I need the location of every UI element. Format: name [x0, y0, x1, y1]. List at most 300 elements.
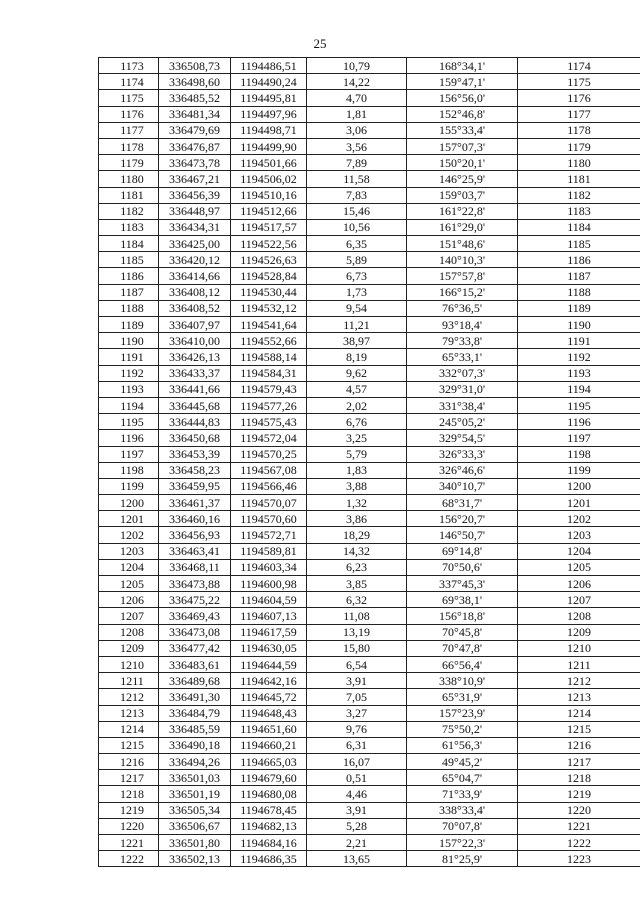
next-point-number-cell: 1189: [518, 300, 640, 316]
x-coordinate-cell: 336467,21: [159, 171, 231, 187]
next-point-number-cell: 1203: [518, 527, 640, 543]
next-point-number-cell: 1215: [518, 721, 640, 737]
point-number-cell: 1198: [99, 462, 159, 478]
bearing-cell: 65°33,1': [407, 349, 518, 365]
bearing-cell: 155°33,4': [407, 122, 518, 138]
coordinates-table-body: [99, 58, 640, 867]
y-coordinate-cell: 1194490,24: [231, 74, 307, 90]
distance-cell: 6,76: [307, 414, 407, 430]
distance-cell: 8,19: [307, 349, 407, 365]
next-point-number-cell: 1207: [518, 592, 640, 608]
x-coordinate-cell: 336506,67: [159, 818, 231, 834]
x-coordinate-cell: 336485,59: [159, 721, 231, 737]
table-row: [99, 300, 640, 316]
bearing-cell: 66°56,4': [407, 656, 518, 672]
point-number-cell: 1202: [99, 527, 159, 543]
y-coordinate-cell: 1194603,34: [231, 559, 307, 575]
table-row: [99, 397, 640, 413]
y-coordinate-cell: 1194617,59: [231, 624, 307, 640]
next-point-number-cell: 1187: [518, 268, 640, 284]
distance-cell: 3,86: [307, 511, 407, 527]
bearing-cell: 49°45,2': [407, 754, 518, 770]
y-coordinate-cell: 1194607,13: [231, 608, 307, 624]
table-row: [99, 721, 640, 737]
bearing-cell: 69°14,8': [407, 543, 518, 559]
distance-cell: 6,54: [307, 656, 407, 672]
point-number-cell: 1191: [99, 349, 159, 365]
next-point-number-cell: 1180: [518, 155, 640, 171]
point-number-cell: 1188: [99, 300, 159, 316]
x-coordinate-cell: 336502,13: [159, 851, 231, 867]
table-row: [99, 462, 640, 478]
x-coordinate-cell: 336448,97: [159, 203, 231, 219]
table-row: [99, 317, 640, 333]
table-row: [99, 252, 640, 268]
x-coordinate-cell: 336408,12: [159, 284, 231, 300]
y-coordinate-cell: 1194522,56: [231, 236, 307, 252]
distance-cell: 3,85: [307, 576, 407, 592]
distance-cell: 3,91: [307, 673, 407, 689]
table-row: [99, 608, 640, 624]
bearing-cell: 157°22,3': [407, 835, 518, 851]
y-coordinate-cell: 1194604,59: [231, 592, 307, 608]
next-point-number-cell: 1193: [518, 365, 640, 381]
bearing-cell: 75°50,2': [407, 721, 518, 737]
distance-cell: 11,21: [307, 317, 407, 333]
distance-cell: 3,91: [307, 802, 407, 818]
next-point-number-cell: 1178: [518, 122, 640, 138]
x-coordinate-cell: 336498,60: [159, 74, 231, 90]
table-row: [99, 754, 640, 770]
x-coordinate-cell: 336445,68: [159, 397, 231, 413]
x-coordinate-cell: 336494,26: [159, 754, 231, 770]
distance-cell: 3,25: [307, 430, 407, 446]
next-point-number-cell: 1211: [518, 656, 640, 672]
point-number-cell: 1177: [99, 122, 159, 138]
point-number-cell: 1206: [99, 592, 159, 608]
x-coordinate-cell: 336473,88: [159, 576, 231, 592]
next-point-number-cell: 1210: [518, 640, 640, 656]
point-number-cell: 1197: [99, 446, 159, 462]
bearing-cell: 156°56,0': [407, 90, 518, 106]
table-row: [99, 770, 640, 786]
table-row: [99, 430, 640, 446]
x-coordinate-cell: 336489,68: [159, 673, 231, 689]
table-row: [99, 122, 640, 138]
next-point-number-cell: 1181: [518, 171, 640, 187]
next-point-number-cell: 1218: [518, 770, 640, 786]
x-coordinate-cell: 336420,12: [159, 252, 231, 268]
point-number-cell: 1182: [99, 203, 159, 219]
x-coordinate-cell: 336410,00: [159, 333, 231, 349]
bearing-cell: 329°54,5': [407, 430, 518, 446]
x-coordinate-cell: 336425,00: [159, 236, 231, 252]
distance-cell: 5,89: [307, 252, 407, 268]
bearing-cell: 156°20,7': [407, 511, 518, 527]
y-coordinate-cell: 1194577,26: [231, 397, 307, 413]
next-point-number-cell: 1197: [518, 430, 640, 446]
bearing-cell: 61°56,3': [407, 737, 518, 753]
point-number-cell: 1208: [99, 624, 159, 640]
y-coordinate-cell: 1194680,08: [231, 786, 307, 802]
next-point-number-cell: 1194: [518, 381, 640, 397]
table-row: [99, 656, 640, 672]
point-number-cell: 1174: [99, 74, 159, 90]
x-coordinate-cell: 336444,83: [159, 414, 231, 430]
bearing-cell: 326°46,6': [407, 462, 518, 478]
next-point-number-cell: 1209: [518, 624, 640, 640]
x-coordinate-cell: 336501,03: [159, 770, 231, 786]
next-point-number-cell: 1175: [518, 74, 640, 90]
x-coordinate-cell: 336476,87: [159, 138, 231, 154]
table-row: [99, 58, 640, 74]
next-point-number-cell: 1202: [518, 511, 640, 527]
y-coordinate-cell: 1194510,16: [231, 187, 307, 203]
table-row: [99, 818, 640, 834]
point-number-cell: 1218: [99, 786, 159, 802]
y-coordinate-cell: 1194660,21: [231, 737, 307, 753]
y-coordinate-cell: 1194589,81: [231, 543, 307, 559]
next-point-number-cell: 1214: [518, 705, 640, 721]
next-point-number-cell: 1188: [518, 284, 640, 300]
point-number-cell: 1183: [99, 219, 159, 235]
x-coordinate-cell: 336456,39: [159, 187, 231, 203]
distance-cell: 14,22: [307, 74, 407, 90]
next-point-number-cell: 1182: [518, 187, 640, 203]
distance-cell: 1,83: [307, 462, 407, 478]
table-row: [99, 349, 640, 365]
distance-cell: 9,62: [307, 365, 407, 381]
y-coordinate-cell: 1194584,31: [231, 365, 307, 381]
bearing-cell: 71°33,9': [407, 786, 518, 802]
distance-cell: 4,70: [307, 90, 407, 106]
x-coordinate-cell: 336505,34: [159, 802, 231, 818]
point-number-cell: 1176: [99, 106, 159, 122]
bearing-cell: 93°18,4': [407, 317, 518, 333]
distance-cell: 3,56: [307, 138, 407, 154]
point-number-cell: 1181: [99, 187, 159, 203]
point-number-cell: 1215: [99, 737, 159, 753]
y-coordinate-cell: 1194570,25: [231, 446, 307, 462]
next-point-number-cell: 1212: [518, 673, 640, 689]
distance-cell: 14,32: [307, 543, 407, 559]
bearing-cell: 161°22,8': [407, 203, 518, 219]
point-number-cell: 1204: [99, 559, 159, 575]
bearing-cell: 338°10,9': [407, 673, 518, 689]
y-coordinate-cell: 1194651,60: [231, 721, 307, 737]
x-coordinate-cell: 336469,43: [159, 608, 231, 624]
bearing-cell: 166°15,2': [407, 284, 518, 300]
y-coordinate-cell: 1194498,71: [231, 122, 307, 138]
next-point-number-cell: 1185: [518, 236, 640, 252]
y-coordinate-cell: 1194497,96: [231, 106, 307, 122]
point-number-cell: 1219: [99, 802, 159, 818]
table-row: [99, 559, 640, 575]
table-row: [99, 689, 640, 705]
distance-cell: 4,46: [307, 786, 407, 802]
y-coordinate-cell: 1194600,98: [231, 576, 307, 592]
x-coordinate-cell: 336481,34: [159, 106, 231, 122]
point-number-cell: 1212: [99, 689, 159, 705]
table-row: [99, 74, 640, 90]
bearing-cell: 140°10,3': [407, 252, 518, 268]
bearing-cell: 70°07,8': [407, 818, 518, 834]
bearing-cell: 69°38,1': [407, 592, 518, 608]
distance-cell: 11,58: [307, 171, 407, 187]
distance-cell: 6,32: [307, 592, 407, 608]
table-row: [99, 624, 640, 640]
next-point-number-cell: 1213: [518, 689, 640, 705]
next-point-number-cell: 1198: [518, 446, 640, 462]
next-point-number-cell: 1222: [518, 835, 640, 851]
distance-cell: 10,56: [307, 219, 407, 235]
x-coordinate-cell: 336461,37: [159, 495, 231, 511]
distance-cell: 4,57: [307, 381, 407, 397]
next-point-number-cell: 1208: [518, 608, 640, 624]
point-number-cell: 1186: [99, 268, 159, 284]
point-number-cell: 1178: [99, 138, 159, 154]
y-coordinate-cell: 1194570,60: [231, 511, 307, 527]
y-coordinate-cell: 1194665,03: [231, 754, 307, 770]
table-row: [99, 673, 640, 689]
y-coordinate-cell: 1194501,66: [231, 155, 307, 171]
table-row: [99, 203, 640, 219]
y-coordinate-cell: 1194630,05: [231, 640, 307, 656]
point-number-cell: 1187: [99, 284, 159, 300]
point-number-cell: 1216: [99, 754, 159, 770]
next-point-number-cell: 1219: [518, 786, 640, 802]
distance-cell: 3,27: [307, 705, 407, 721]
distance-cell: 2,02: [307, 397, 407, 413]
y-coordinate-cell: 1194541,64: [231, 317, 307, 333]
bearing-cell: 81°25,9': [407, 851, 518, 867]
bearing-cell: 161°29,0': [407, 219, 518, 235]
point-number-cell: 1195: [99, 414, 159, 430]
table-row: [99, 171, 640, 187]
y-coordinate-cell: 1194517,57: [231, 219, 307, 235]
next-point-number-cell: 1184: [518, 219, 640, 235]
point-number-cell: 1203: [99, 543, 159, 559]
bearing-cell: 70°45,8': [407, 624, 518, 640]
next-point-number-cell: 1200: [518, 478, 640, 494]
bearing-cell: 340°10,7': [407, 478, 518, 494]
bearing-cell: 331°38,4': [407, 397, 518, 413]
bearing-cell: 245°05,2': [407, 414, 518, 430]
x-coordinate-cell: 336408,52: [159, 300, 231, 316]
table-row: [99, 851, 640, 867]
x-coordinate-cell: 336463,41: [159, 543, 231, 559]
bearing-cell: 146°25,9': [407, 171, 518, 187]
x-coordinate-cell: 336508,73: [159, 58, 231, 74]
distance-cell: 0,51: [307, 770, 407, 786]
next-point-number-cell: 1179: [518, 138, 640, 154]
x-coordinate-cell: 336473,78: [159, 155, 231, 171]
next-point-number-cell: 1221: [518, 818, 640, 834]
x-coordinate-cell: 336434,31: [159, 219, 231, 235]
x-coordinate-cell: 336426,13: [159, 349, 231, 365]
x-coordinate-cell: 336484,79: [159, 705, 231, 721]
table-row: [99, 835, 640, 851]
x-coordinate-cell: 336433,37: [159, 365, 231, 381]
bearing-cell: 157°57,8': [407, 268, 518, 284]
point-number-cell: 1196: [99, 430, 159, 446]
x-coordinate-cell: 336453,39: [159, 446, 231, 462]
point-number-cell: 1190: [99, 333, 159, 349]
table-row: [99, 446, 640, 462]
point-number-cell: 1185: [99, 252, 159, 268]
x-coordinate-cell: 336483,61: [159, 656, 231, 672]
next-point-number-cell: 1220: [518, 802, 640, 818]
y-coordinate-cell: 1194572,71: [231, 527, 307, 543]
table-row: [99, 576, 640, 592]
next-point-number-cell: 1217: [518, 754, 640, 770]
next-point-number-cell: 1195: [518, 397, 640, 413]
x-coordinate-cell: 336407,97: [159, 317, 231, 333]
table-row: [99, 543, 640, 559]
distance-cell: 11,08: [307, 608, 407, 624]
x-coordinate-cell: 336456,93: [159, 527, 231, 543]
x-coordinate-cell: 336460,16: [159, 511, 231, 527]
y-coordinate-cell: 1194679,60: [231, 770, 307, 786]
next-point-number-cell: 1183: [518, 203, 640, 219]
bearing-cell: 146°50,7': [407, 527, 518, 543]
next-point-number-cell: 1199: [518, 462, 640, 478]
x-coordinate-cell: 336458,23: [159, 462, 231, 478]
next-point-number-cell: 1205: [518, 559, 640, 575]
bearing-cell: 159°03,7': [407, 187, 518, 203]
table-row: [99, 527, 640, 543]
bearing-cell: 151°48,6': [407, 236, 518, 252]
distance-cell: 1,73: [307, 284, 407, 300]
next-point-number-cell: 1216: [518, 737, 640, 753]
y-coordinate-cell: 1194644,59: [231, 656, 307, 672]
point-number-cell: 1211: [99, 673, 159, 689]
table-row: [99, 284, 640, 300]
bearing-cell: 152°46,8': [407, 106, 518, 122]
y-coordinate-cell: 1194588,14: [231, 349, 307, 365]
distance-cell: 38,97: [307, 333, 407, 349]
point-number-cell: 1214: [99, 721, 159, 737]
table-row: [99, 478, 640, 494]
point-number-cell: 1192: [99, 365, 159, 381]
y-coordinate-cell: 1194575,43: [231, 414, 307, 430]
next-point-number-cell: 1186: [518, 252, 640, 268]
x-coordinate-cell: 336450,68: [159, 430, 231, 446]
point-number-cell: 1217: [99, 770, 159, 786]
bearing-cell: 329°31,0': [407, 381, 518, 397]
table-row: [99, 705, 640, 721]
table-row: [99, 187, 640, 203]
distance-cell: 3,88: [307, 478, 407, 494]
x-coordinate-cell: 336441,66: [159, 381, 231, 397]
next-point-number-cell: 1174: [518, 58, 640, 74]
distance-cell: 18,29: [307, 527, 407, 543]
y-coordinate-cell: 1194642,16: [231, 673, 307, 689]
bearing-cell: 79°33,8': [407, 333, 518, 349]
y-coordinate-cell: 1194579,43: [231, 381, 307, 397]
distance-cell: 7,83: [307, 187, 407, 203]
point-number-cell: 1173: [99, 58, 159, 74]
y-coordinate-cell: 1194530,44: [231, 284, 307, 300]
y-coordinate-cell: 1194486,51: [231, 58, 307, 74]
table-row: [99, 155, 640, 171]
table-row: [99, 106, 640, 122]
distance-cell: 15,80: [307, 640, 407, 656]
distance-cell: 9,76: [307, 721, 407, 737]
point-number-cell: 1201: [99, 511, 159, 527]
table-row: [99, 414, 640, 430]
y-coordinate-cell: 1194495,81: [231, 90, 307, 106]
y-coordinate-cell: 1194684,16: [231, 835, 307, 851]
distance-cell: 2,21: [307, 835, 407, 851]
distance-cell: 15,46: [307, 203, 407, 219]
y-coordinate-cell: 1194528,84: [231, 268, 307, 284]
distance-cell: 6,23: [307, 559, 407, 575]
distance-cell: 7,89: [307, 155, 407, 171]
distance-cell: 10,79: [307, 58, 407, 74]
next-point-number-cell: 1176: [518, 90, 640, 106]
x-coordinate-cell: 336501,80: [159, 835, 231, 851]
distance-cell: 3,06: [307, 122, 407, 138]
page-number: 25: [313, 36, 327, 51]
next-point-number-cell: 1223: [518, 851, 640, 867]
x-coordinate-cell: 336475,22: [159, 592, 231, 608]
point-number-cell: 1210: [99, 656, 159, 672]
distance-cell: 9,54: [307, 300, 407, 316]
point-number-cell: 1205: [99, 576, 159, 592]
next-point-number-cell: 1192: [518, 349, 640, 365]
bearing-cell: 150°20,1': [407, 155, 518, 171]
table-row: [99, 511, 640, 527]
distance-cell: 1,32: [307, 495, 407, 511]
point-number-cell: 1213: [99, 705, 159, 721]
y-coordinate-cell: 1194678,45: [231, 802, 307, 818]
bearing-cell: 168°34,1': [407, 58, 518, 74]
point-number-cell: 1199: [99, 478, 159, 494]
y-coordinate-cell: 1194682,13: [231, 818, 307, 834]
x-coordinate-cell: 336473,08: [159, 624, 231, 640]
table-row: [99, 802, 640, 818]
y-coordinate-cell: 1194532,12: [231, 300, 307, 316]
y-coordinate-cell: 1194645,72: [231, 689, 307, 705]
point-number-cell: 1184: [99, 236, 159, 252]
point-number-cell: 1180: [99, 171, 159, 187]
distance-cell: 5,28: [307, 818, 407, 834]
y-coordinate-cell: 1194499,90: [231, 138, 307, 154]
bearing-cell: 70°47,8': [407, 640, 518, 656]
point-number-cell: 1220: [99, 818, 159, 834]
bearing-cell: 76°36,5': [407, 300, 518, 316]
y-coordinate-cell: 1194506,02: [231, 171, 307, 187]
distance-cell: 7,05: [307, 689, 407, 705]
bearing-cell: 157°23,9': [407, 705, 518, 721]
distance-cell: 13,65: [307, 851, 407, 867]
next-point-number-cell: 1204: [518, 543, 640, 559]
point-number-cell: 1189: [99, 317, 159, 333]
x-coordinate-cell: 336485,52: [159, 90, 231, 106]
bearing-cell: 65°04,7': [407, 770, 518, 786]
table-row: [99, 333, 640, 349]
point-number-cell: 1200: [99, 495, 159, 511]
x-coordinate-cell: 336477,42: [159, 640, 231, 656]
x-coordinate-cell: 336491,30: [159, 689, 231, 705]
table-row: [99, 219, 640, 235]
distance-cell: 5,79: [307, 446, 407, 462]
bearing-cell: 337°45,3': [407, 576, 518, 592]
bearing-cell: 68°31,7': [407, 495, 518, 511]
distance-cell: 6,35: [307, 236, 407, 252]
x-coordinate-cell: 336479,69: [159, 122, 231, 138]
